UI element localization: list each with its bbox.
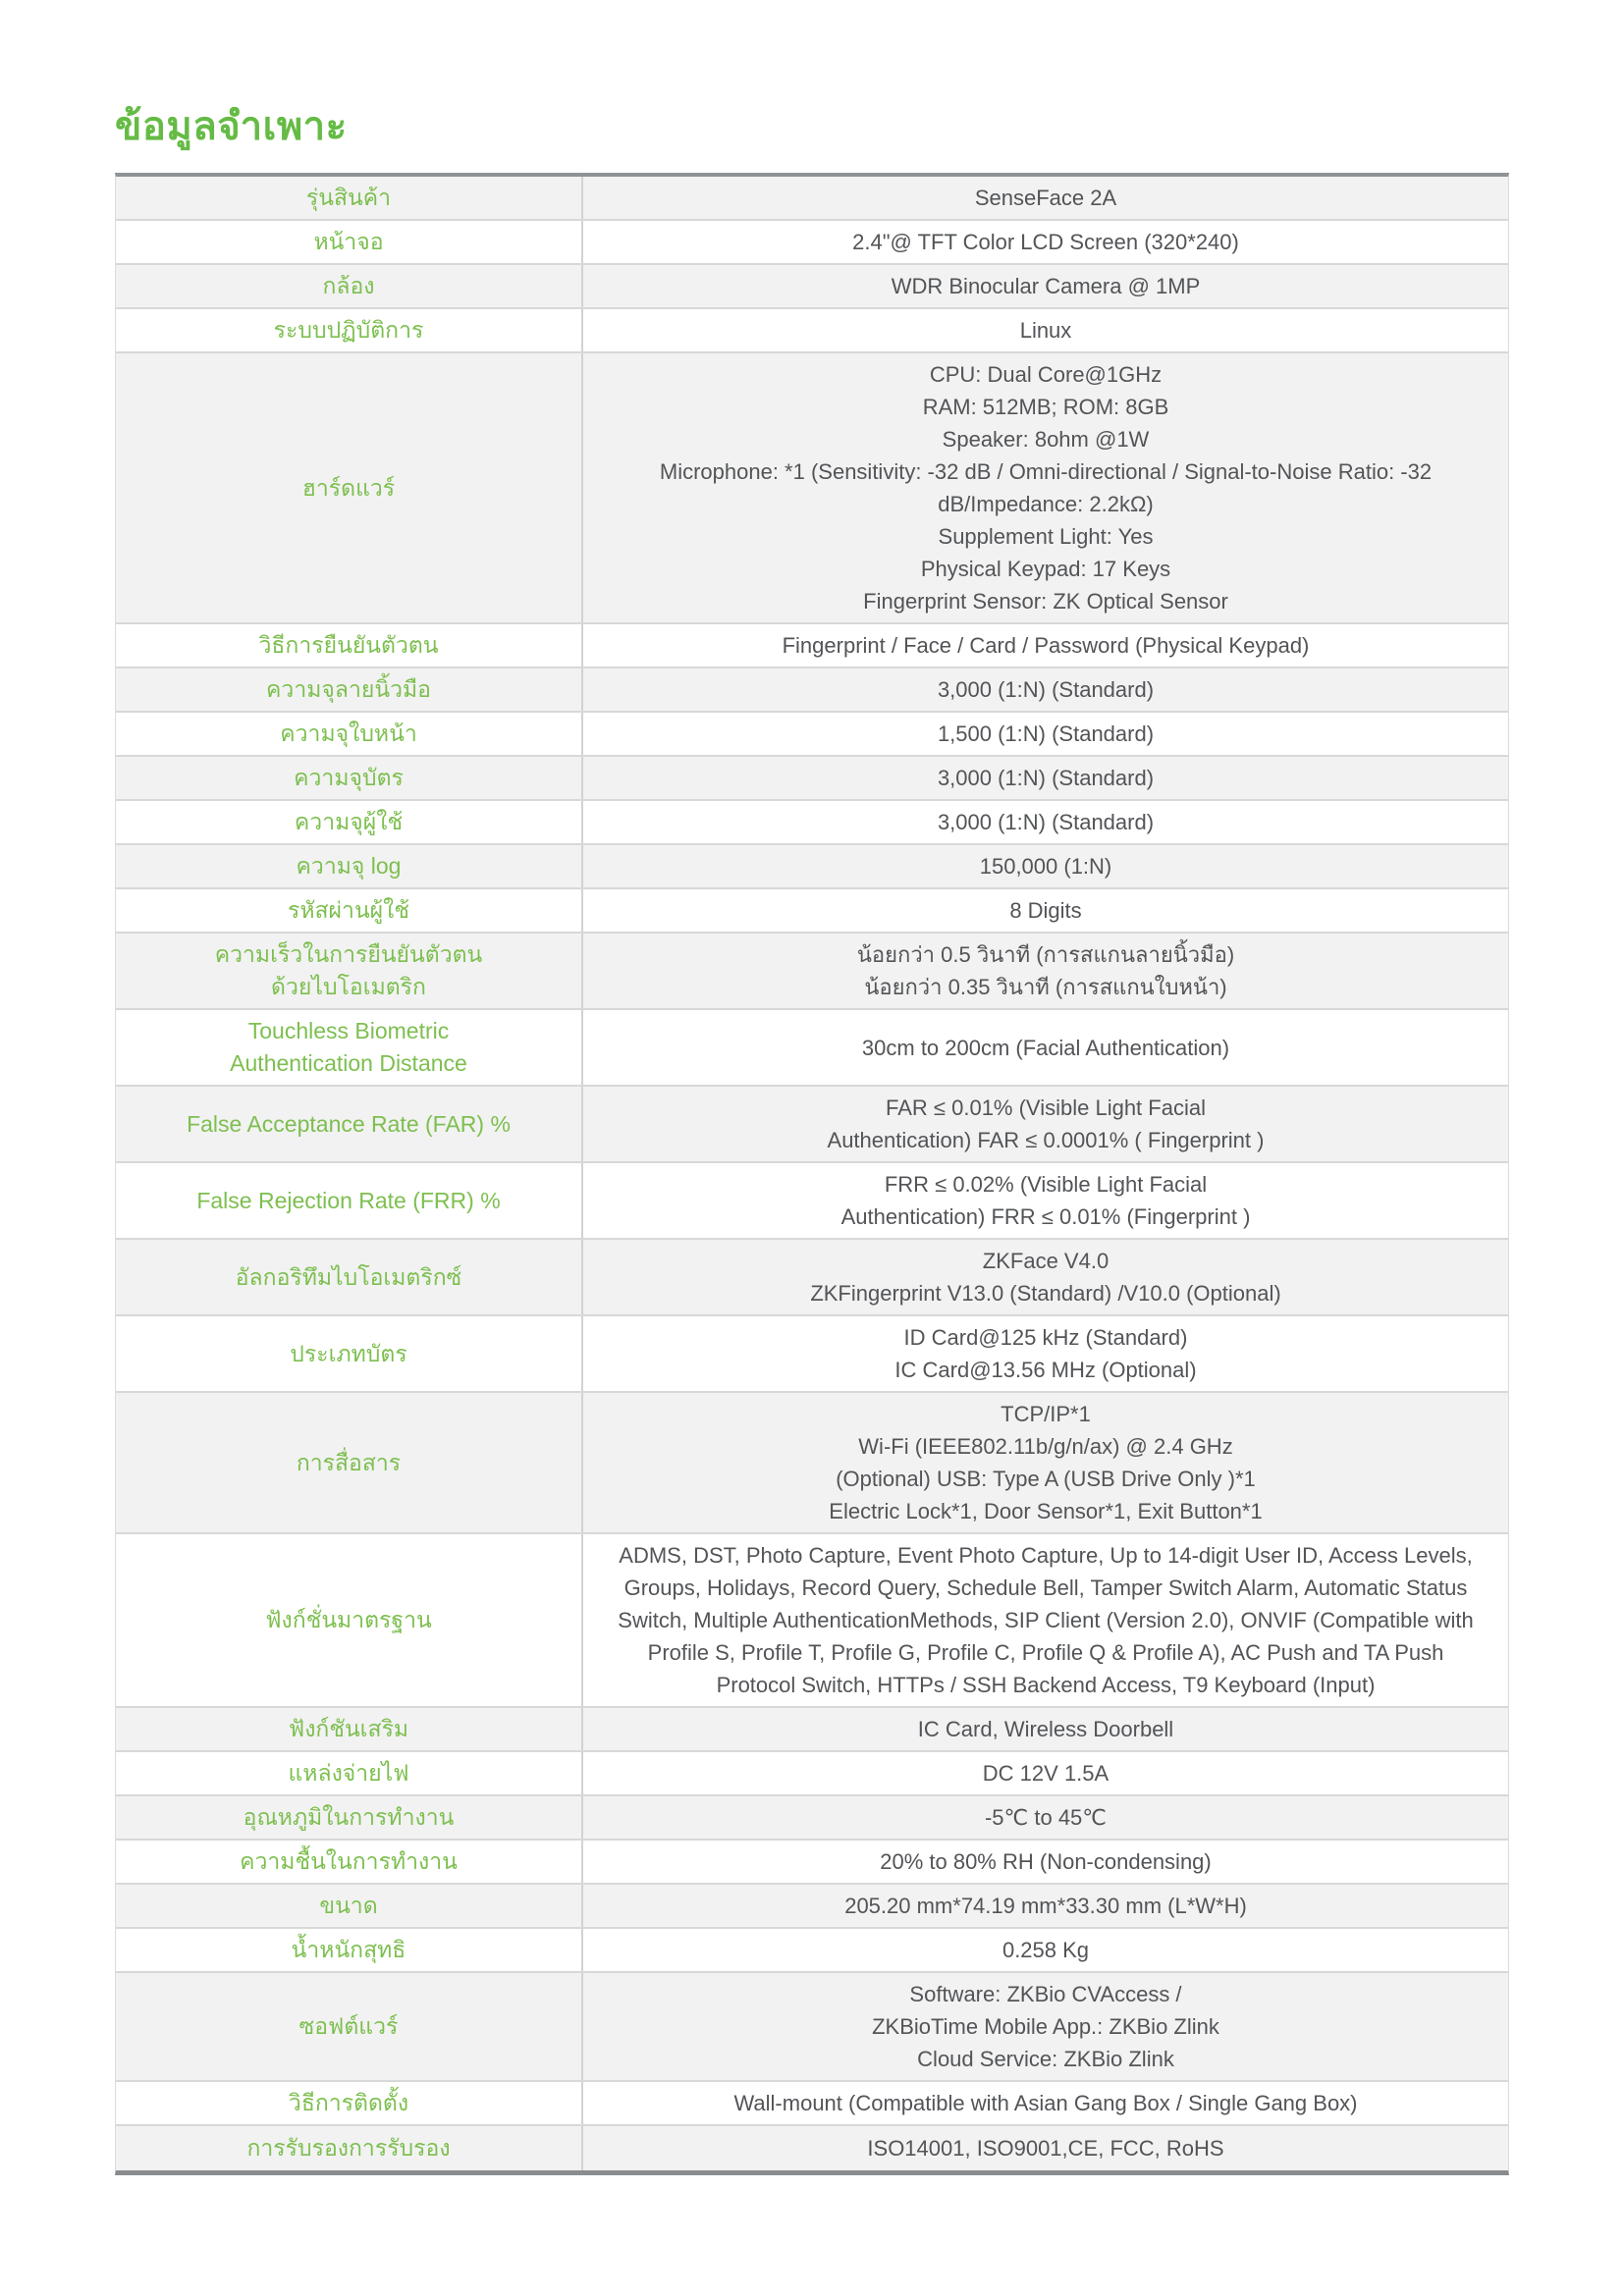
spec-value-line: Supplement Light: Yes xyxy=(938,524,1154,549)
spec-value-line: IC Card, Wireless Doorbell xyxy=(917,1717,1174,1741)
spec-value xyxy=(583,624,1508,667)
spec-value-line: 3,000 (1:N) (Standard) xyxy=(937,766,1155,790)
spec-value-line: Authentication) FAR ≤ 0.0001% ( Fingerprint ) xyxy=(827,1128,1265,1152)
table-row xyxy=(116,265,1508,309)
spec-value xyxy=(583,934,1508,1008)
spec-value-line: 8 Digits xyxy=(1009,898,1082,923)
spec-label-line: ฟังก์ชั่นมาตรฐาน xyxy=(265,1607,432,1632)
table-row xyxy=(116,1796,1508,1841)
spec-value-line: Electric Lock*1, Door Sensor*1, Exit Button*1 xyxy=(829,1499,1263,1523)
spec-value-line: DC 12V 1.5A xyxy=(982,1761,1110,1786)
spec-label xyxy=(116,353,583,622)
spec-value-line: 1,500 (1:N) (Standard) xyxy=(937,721,1155,746)
spec-label xyxy=(116,845,583,887)
spec-label-line: แหล่งจ่ายไฟ xyxy=(288,1760,409,1786)
spec-value xyxy=(583,1973,1508,2080)
spec-label-line: ความชื้นในการทำงาน xyxy=(240,1848,458,1874)
table-row xyxy=(116,1752,1508,1796)
spec-value-line: -5℃ to 45℃ xyxy=(984,1805,1108,1830)
spec-label-line: การสื่อสาร xyxy=(296,1449,402,1475)
table-row xyxy=(116,309,1508,353)
spec-label-line: ขนาด xyxy=(319,1893,378,1918)
spec-value xyxy=(583,221,1508,263)
spec-label-line: รหัสผ่านผู้ใช้ xyxy=(288,897,409,923)
spec-value-line: ID Card@125 kHz (Standard) xyxy=(903,1325,1188,1350)
table-row xyxy=(116,1885,1508,1929)
table-row xyxy=(116,1534,1508,1708)
spec-label xyxy=(116,934,583,1008)
spec-table xyxy=(115,173,1509,2175)
table-row xyxy=(116,1708,1508,1752)
spec-label-line: ด้วยไบโอเมตริก xyxy=(271,974,426,999)
spec-label-line: วิธีการยืนยันตัวตน xyxy=(258,632,439,658)
spec-label xyxy=(116,1393,583,1532)
spec-label xyxy=(116,1534,583,1706)
spec-label-line: การรับรองการรับรอง xyxy=(246,2135,451,2161)
spec-value-line: IC Card@13.56 MHz (Optional) xyxy=(894,1358,1197,1382)
spec-label-line: ความจุ log xyxy=(296,853,402,879)
spec-value xyxy=(583,265,1508,307)
spec-value xyxy=(583,2126,1508,2170)
table-row xyxy=(116,757,1508,801)
spec-value-line: Fingerprint Sensor: ZK Optical Sensor xyxy=(863,589,1228,614)
spec-value-line: TCP/IP*1 xyxy=(1001,1402,1091,1426)
spec-label-line: ซอฟต์แวร์ xyxy=(298,2013,399,2039)
spec-value-line: Wall-mount (Compatible with Asian Gang Box / Single Gang Box) xyxy=(733,2091,1358,2115)
spec-label xyxy=(116,1973,583,2080)
spec-label xyxy=(116,757,583,799)
spec-value xyxy=(583,713,1508,755)
spec-value-line: 205.20 mm*74.19 mm*33.30 mm (L*W*H) xyxy=(844,1894,1247,1918)
spec-label xyxy=(116,309,583,351)
spec-value xyxy=(583,2082,1508,2124)
table-row xyxy=(116,221,1508,265)
table-row xyxy=(116,2126,1508,2170)
spec-value-line: Linux xyxy=(1019,318,1072,343)
table-row xyxy=(116,713,1508,757)
spec-value-line: FAR ≤ 0.01% (Visible Light Facial xyxy=(886,1095,1206,1120)
spec-value xyxy=(583,1708,1508,1750)
spec-label-line: รุ่นสินค้า xyxy=(305,185,392,210)
table-row xyxy=(116,353,1508,624)
spec-value xyxy=(583,1316,1508,1391)
table-row xyxy=(116,1240,1508,1316)
spec-value-line: 30cm to 200cm (Facial Authentication) xyxy=(861,1035,1230,1060)
table-row xyxy=(116,1010,1508,1087)
spec-label xyxy=(116,1708,583,1750)
spec-label xyxy=(116,1163,583,1238)
spec-value-line: Fingerprint / Face / Card / Password (Physical Keypad) xyxy=(782,633,1310,658)
table-row xyxy=(116,1087,1508,1163)
spec-value-line: ZKFace V4.0 xyxy=(982,1249,1110,1273)
spec-label xyxy=(116,2126,583,2170)
spec-value-line: 3,000 (1:N) (Standard) xyxy=(937,677,1155,702)
spec-value xyxy=(583,353,1508,622)
spec-label xyxy=(116,265,583,307)
spec-value xyxy=(583,1752,1508,1794)
page-title: ข้อมูลจำเพาะ xyxy=(115,105,348,148)
table-row xyxy=(116,889,1508,934)
table-row xyxy=(116,1841,1508,1885)
table-row xyxy=(116,668,1508,713)
spec-label xyxy=(116,801,583,843)
spec-value-line: น้อยกว่า 0.35 วินาที (การสแกนใบหน้า) xyxy=(864,975,1227,999)
spec-label xyxy=(116,1885,583,1927)
spec-label-line: ฮาร์ดแวร์ xyxy=(301,474,396,501)
spec-value-line: WDR Binocular Camera @ 1MP xyxy=(891,274,1201,298)
spec-value xyxy=(583,309,1508,351)
spec-label xyxy=(116,2082,583,2124)
spec-value xyxy=(583,1534,1508,1706)
spec-value-line: CPU: Dual Core@1GHz xyxy=(929,362,1163,387)
table-row xyxy=(116,2082,1508,2126)
spec-label xyxy=(116,1087,583,1161)
spec-value-line: (Optional) USB: Type A (USB Drive Only )*1 xyxy=(836,1467,1256,1491)
spec-label-line: ประเภทบัตร xyxy=(290,1340,407,1366)
spec-value xyxy=(583,668,1508,711)
spec-label-line: ความเร็วในการยืนยันตัวตน xyxy=(214,941,483,967)
spec-value-line: ADMS, DST, Photo Capture, Event Photo Capture, Up to 14-digit User ID, Access Levels, Groups, Holidays, Record Query, Schedule Bell, Tamper Switch Alarm, Automatic Status Switch, Multiple AuthenticationMethods, SIP Client (Version 2.0), ONVIF (Compatible with Profile S, Profile T, Profile G, Profile C, Profile Q & Profile A), AC Push and TA Push Protocol Switch, HTTPs / SSH Backend Access, T9 Keyboard (Input) xyxy=(618,1543,1474,1697)
spec-value-line: ZKFingerprint V13.0 (Standard) /V10.0 (Optional) xyxy=(810,1281,1281,1306)
spec-value xyxy=(583,1163,1508,1238)
spec-value xyxy=(583,177,1508,219)
spec-label xyxy=(116,889,583,932)
spec-label xyxy=(116,1240,583,1314)
spec-label xyxy=(116,1010,583,1085)
spec-value xyxy=(583,1240,1508,1314)
spec-label xyxy=(116,1841,583,1883)
table-row xyxy=(116,1929,1508,1973)
spec-label xyxy=(116,624,583,667)
spec-label-line: ฟังก์ชันเสริม xyxy=(288,1716,409,1741)
spec-value xyxy=(583,845,1508,887)
spec-label-line: อัลกอริทึมไบโอเมตริกซ์ xyxy=(235,1263,462,1290)
table-row xyxy=(116,1163,1508,1240)
table-row xyxy=(116,801,1508,845)
table-row xyxy=(116,845,1508,889)
spec-value-line: Software: ZKBio CVAccess / xyxy=(909,1982,1182,2006)
table-row xyxy=(116,1393,1508,1534)
spec-value xyxy=(583,1929,1508,1971)
spec-label-line: Authentication Distance xyxy=(230,1050,467,1076)
spec-label-line: ระบบปฏิบัติการ xyxy=(273,317,424,343)
spec-value-line: Cloud Service: ZKBio Zlink xyxy=(917,2047,1174,2071)
spec-value-line: FRR ≤ 0.02% (Visible Light Facial xyxy=(884,1172,1208,1197)
spec-label xyxy=(116,221,583,263)
spec-label-line: ความจุลายนิ้วมือ xyxy=(266,676,431,702)
spec-value-line: 0.258 Kg xyxy=(1001,1938,1090,1962)
table-row xyxy=(116,1316,1508,1393)
spec-label xyxy=(116,1796,583,1839)
spec-value xyxy=(583,1087,1508,1161)
table-row xyxy=(116,177,1508,221)
spec-label xyxy=(116,1929,583,1971)
spec-label-line: ความจุใบหน้า xyxy=(280,721,417,746)
spec-label-line: อุณหภูมิในการทำงาน xyxy=(243,1804,455,1830)
spec-value xyxy=(583,1010,1508,1085)
spec-label xyxy=(116,1316,583,1391)
table-row xyxy=(116,934,1508,1010)
spec-value xyxy=(583,1841,1508,1883)
spec-value-line: Authentication) FRR ≤ 0.01% (Fingerprint ) xyxy=(840,1204,1251,1229)
spec-value-line: น้อยกว่า 0.5 วินาที (การสแกนลายนิ้วมือ) xyxy=(856,942,1235,967)
spec-value-line: Wi-Fi (IEEE802.11b/g/n/ax) @ 2.4 GHz xyxy=(858,1434,1233,1459)
spec-label xyxy=(116,713,583,755)
table-row xyxy=(116,1973,1508,2082)
spec-value-line: 3,000 (1:N) (Standard) xyxy=(937,810,1155,834)
spec-label-line: False Acceptance Rate (FAR) % xyxy=(187,1110,511,1137)
spec-value-line: Physical Keypad: 17 Keys xyxy=(920,557,1171,581)
spec-label-line: False Rejection Rate (FRR) % xyxy=(196,1187,501,1213)
spec-label xyxy=(116,668,583,711)
spec-value xyxy=(583,1796,1508,1839)
spec-value-line: RAM: 512MB; ROM: 8GB xyxy=(922,395,1169,419)
spec-value-line: 2.4"@ TFT Color LCD Screen (320*240) xyxy=(852,230,1239,254)
spec-value xyxy=(583,1393,1508,1532)
spec-label-line: วิธีการติดตั้ง xyxy=(288,2090,409,2115)
spec-value-line: 20% to 80% RH (Non-condensing) xyxy=(880,1849,1212,1874)
spec-value xyxy=(583,757,1508,799)
spec-value xyxy=(583,1885,1508,1927)
table-row xyxy=(116,624,1508,668)
spec-value-line: ZKBioTime Mobile App.: ZKBio Zlink xyxy=(872,2014,1219,2039)
spec-label-line: ความจุบัตร xyxy=(294,765,404,790)
spec-value xyxy=(583,801,1508,843)
spec-value-line: 150,000 (1:N) xyxy=(979,854,1112,879)
spec-value-line: SenseFace 2A xyxy=(974,186,1117,210)
spec-label-line: กล้อง xyxy=(322,273,375,298)
spec-value xyxy=(583,889,1508,932)
spec-value-line: ISO14001, ISO9001,CE, FCC, RoHS xyxy=(867,2136,1224,2161)
spec-label xyxy=(116,1752,583,1794)
spec-value-line: Speaker: 8ohm @1W xyxy=(942,427,1150,452)
spec-label xyxy=(116,177,583,219)
spec-label-line: Touchless Biometric xyxy=(247,1018,450,1043)
spec-label-line: ความจุผู้ใช้ xyxy=(294,809,404,834)
spec-label-line: หน้าจอ xyxy=(313,229,384,254)
spec-value-line: Microphone: *1 (Sensitivity: -32 dB / Omni-directional / Signal-to-Noise Ratio: -32 dB/Impedance: 2.2kΩ) xyxy=(659,459,1433,516)
spec-label-line: น้ำหนักสุทธิ xyxy=(291,1937,406,1962)
